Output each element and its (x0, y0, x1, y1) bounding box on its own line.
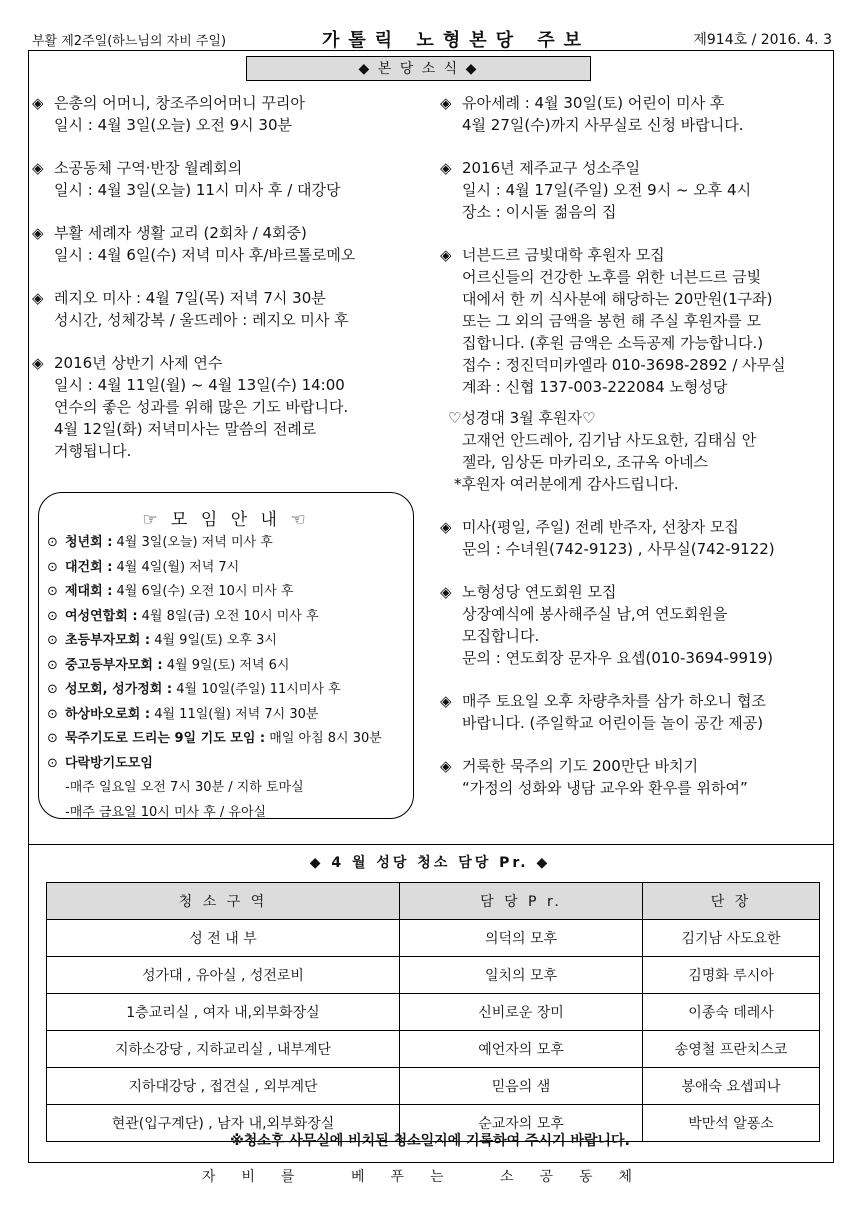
meeting-guide-title: ☞ 모 임 안 내 ☜ (142, 510, 310, 530)
news-item-title-text: 매주 토요일 오후 차량추차를 삼가 하오니 협조 (462, 692, 766, 710)
circle-dot-bullet-icon: ⊙ (47, 731, 58, 746)
news-item-detail: 상장예식에 봉사해주실 남,여 연도회원을 (462, 605, 728, 623)
table-row (47, 1031, 820, 1068)
circle-dot-bullet-icon: ⊙ (47, 633, 58, 648)
left-news-item (32, 287, 436, 331)
meeting-row (47, 752, 409, 777)
diamond-bullet-icon: ◈ (440, 692, 452, 710)
diamond-bullet-icon: ◈ (440, 159, 452, 177)
table-row (47, 1068, 820, 1105)
cleaning-area-cell: 성 전 내 부 (47, 920, 400, 957)
news-item-detail: 일시 : 4월 6일(수) 저녁 미사 후/바르톨로메오 (54, 246, 356, 264)
news-item-title-text: 미사(평일, 주일) 전례 반주자, 선창자 모집 (462, 518, 739, 536)
news-item-detail: 집합니다. (후원 금액은 소득공제 가능합니다.) (462, 334, 764, 352)
sponsor-block (440, 407, 832, 495)
leader-name-cell: 이종숙 데레사 (643, 994, 820, 1031)
news-item-title-text: 2016년 제주교구 성소주일 (462, 159, 641, 177)
section-divider (28, 844, 834, 845)
news-item-detail: 연수의 좋은 성과를 위해 많은 기도 바랍니다. (54, 398, 349, 416)
circle-dot-bullet-icon: ⊙ (47, 584, 58, 599)
pr-name-cell: 의덕의 모후 (400, 920, 643, 957)
pr-name-cell: 신비로운 장미 (400, 994, 643, 1031)
cleaning-area-cell: 지하대강당 , 접견실 , 외부계단 (47, 1068, 400, 1105)
news-item-title-text: 2016년 상반기 사제 연수 (54, 354, 223, 372)
left-news-item (32, 157, 436, 201)
news-item-detail: 대에서 한 끼 식사분에 해당하는 20만원(1구좌) (462, 290, 773, 308)
right-column-news (440, 92, 832, 820)
section-title-parish-news: ◆ 본 당 소 식 ◆ (246, 56, 591, 81)
meeting-row (47, 678, 409, 703)
meeting-detail: 4월 11일(월) 저녁 7시 30분 (150, 706, 319, 722)
news-item-title (32, 222, 436, 244)
news-item-title-text: 은총의 어머니, 창조주의어머니 꾸리아 (54, 94, 305, 112)
news-item-title-text: 너븐드르 금빛대학 후원자 모집 (462, 246, 665, 264)
circle-dot-bullet-icon: ⊙ (47, 559, 58, 575)
meeting-detail: 4월 6일(수) 오전 10시 미사 후 (112, 584, 294, 599)
diamond-bullet-icon: ◈ (440, 583, 452, 601)
sponsor-names: 고재언 안드레아, 김기남 사도요한, 김태심 안 (462, 431, 757, 449)
meeting-row (47, 556, 409, 581)
news-item-title (32, 352, 436, 374)
news-item-detail: 일시 : 4월 3일(오늘) 11시 미사 후 / 대강당 (54, 181, 341, 199)
liturgical-day: 부활 제2주일(하느님의 자비 주일) (32, 34, 227, 49)
pr-name-cell: 예언자의 모후 (400, 1031, 643, 1068)
news-item-title-text: 부활 세례자 생활 교리 (2회차 / 4회중) (54, 224, 307, 242)
news-item-detail: 거행됩니다. (54, 442, 132, 460)
cleaning-area-cell: 현관(입구계단) , 남자 내,외부화장실 (47, 1105, 400, 1142)
news-item-detail: 일시 : 4월 3일(오늘) 오전 9시 30분 (54, 116, 292, 134)
meeting-guide-box (38, 492, 414, 819)
left-news-item (32, 222, 436, 266)
table-row (47, 920, 820, 957)
meeting-group-name: 대건회 : (65, 559, 113, 575)
meeting-detail: 4월 9일(토) 오후 3시 (150, 633, 277, 648)
diamond-bullet-icon: ◈ (32, 159, 44, 177)
diamond-bullet-icon: ◈ (440, 94, 452, 112)
news-item-detail: 계좌 : 신협 137-003-222084 노형성당 (462, 378, 728, 396)
cleaning-note: ※청소후 사무실에 비치된 청소일지에 기록하여 주시기 바랍니다. (230, 1133, 630, 1149)
meeting-sub-detail: -매주 금요일 10시 미사 후 / 유아실 (65, 804, 267, 820)
cleaning-area-cell: 1층교리실 , 여자 내,외부화장실 (47, 994, 400, 1031)
news-item-title (440, 244, 832, 266)
meeting-group-name: 다락방기도모임 (65, 755, 153, 771)
meeting-row (47, 580, 409, 605)
circle-dot-bullet-icon: ⊙ (47, 755, 58, 771)
news-item-title-text: 소공동체 구역·반장 월례회의 (54, 159, 243, 177)
sponsor-thanks: *후원자 여러분에게 감사드립니다. (454, 475, 679, 493)
bulletin-title: 가톨릭 노형본당 주보 (322, 30, 591, 51)
bulletin-header (28, 24, 834, 50)
table-row (47, 994, 820, 1031)
circle-dot-bullet-icon: ⊙ (47, 682, 58, 697)
meeting-detail: 4월 9일(토) 저녁 6시 (162, 657, 290, 673)
news-item-detail: 일시 : 4월 11일(월) ~ 4월 13일(수) 14:00 (54, 376, 345, 394)
pr-name-cell: 믿음의 샘 (400, 1068, 643, 1105)
meeting-detail: 매일 아침 8시 30분 (265, 731, 382, 746)
meeting-group-name: 청년회 : (65, 535, 113, 550)
right-news-item (440, 755, 832, 799)
meeting-detail: 4월 4일(월) 저녁 7시 (112, 559, 240, 575)
sponsor-heading: ♡성경대 3월 후원자♡ (448, 409, 596, 427)
cleaning-schedule-title: ◆ 4 월 성당 청소 담당 Pr. ◆ (309, 855, 551, 871)
leader-name-cell: 봉애숙 요셉피나 (643, 1068, 820, 1105)
right-news-item (440, 157, 832, 223)
news-item-title-text: 노형성당 연도회원 모집 (462, 583, 617, 601)
news-item-detail: 또는 그 외의 금액을 봉헌 해 주실 후원자를 모 (462, 312, 761, 330)
meeting-group-name: 하상바오로회 : (65, 706, 151, 722)
news-item-title-text: 거룩한 묵주의 기도 200만단 바치기 (462, 757, 699, 775)
meeting-group-name: 여성연합회 : (65, 608, 138, 624)
pr-name-cell: 순교자의 모후 (400, 1105, 643, 1142)
pr-name-cell: 일치의 모후 (400, 957, 643, 994)
circle-dot-bullet-icon: ⊙ (47, 608, 58, 624)
leader-name-cell: 김기남 사도요한 (643, 920, 820, 957)
meeting-list (47, 531, 409, 825)
news-item-title (440, 581, 832, 603)
meeting-row (47, 531, 409, 556)
meeting-row (47, 654, 409, 679)
left-column-news (32, 92, 436, 483)
column-header-area: 청 소 구 역 (47, 883, 400, 920)
issue-number-date: 제914호 / 2016. 4. 3 (693, 32, 832, 48)
cleaning-area-cell: 지하소강당 , 지하교리실 , 내부계단 (47, 1031, 400, 1068)
meeting-detail: 4월 10일(주일) 11시미사 후 (172, 682, 341, 697)
news-item-title (32, 92, 436, 114)
column-header-pr: 담 당 P r. (400, 883, 643, 920)
meeting-row (47, 727, 409, 752)
circle-dot-bullet-icon: ⊙ (47, 657, 58, 673)
diamond-bullet-icon: ◈ (440, 518, 452, 536)
news-item-detail: 바랍니다. (주일학교 어린이들 놀이 공간 제공) (462, 714, 764, 732)
cleaning-schedule-table (46, 882, 820, 1142)
news-item-title (440, 516, 832, 538)
news-item-title (440, 690, 832, 712)
news-item-detail: “가정의 성화와 냉담 교우와 환우를 위하여” (462, 779, 748, 797)
circle-dot-bullet-icon: ⊙ (47, 706, 58, 722)
left-news-item (32, 92, 436, 136)
diamond-bullet-icon: ◈ (32, 224, 44, 242)
diamond-bullet-icon: ◈ (440, 246, 452, 264)
meeting-row (47, 605, 409, 630)
news-item-detail: 어르신들의 건강한 노후를 위한 너븐드르 금빛 (462, 268, 762, 286)
meeting-detail: 4월 3일(오늘) 저녁 미사 후 (112, 535, 273, 550)
meeting-group-name: 초등부자모회 : (65, 633, 151, 648)
news-item-detail: 문의 : 수녀원(742-9123) , 사무실(742-9122) (462, 540, 775, 558)
sponsor-names: 젤라, 임상돈 마카리오, 조규옥 아네스 (462, 453, 708, 471)
meeting-detail: 4월 8일(금) 오전 10시 미사 후 (137, 608, 319, 624)
diamond-bullet-icon: ◈ (32, 289, 44, 307)
news-item-title (440, 92, 832, 114)
news-item-title (440, 755, 832, 777)
circle-dot-bullet-icon: ⊙ (47, 535, 58, 550)
news-item-title (440, 157, 832, 179)
table-row (47, 957, 820, 994)
right-news-item (440, 581, 832, 669)
news-item-title-text: 레지오 미사 : 4월 7일(목) 저녁 7시 30분 (54, 289, 326, 307)
column-header-leader: 단 장 (643, 883, 820, 920)
news-item-detail: 4월 12일(화) 저녁미사는 말씀의 전례로 (54, 420, 317, 438)
right-news-item (440, 690, 832, 734)
meeting-group-name: 성모회, 성가정회 : (65, 682, 173, 697)
cleaning-area-cell: 성가대 , 유아실 , 성전로비 (47, 957, 400, 994)
meeting-group-name: 묵주기도로 드리는 9일 기도 모임 : (65, 731, 266, 746)
leader-name-cell: 박만석 알퐁소 (643, 1105, 820, 1142)
news-item-detail: 문의 : 연도회장 문자우 요셉(010-3694-9919) (462, 649, 774, 667)
diamond-bullet-icon: ◈ (32, 354, 44, 372)
diamond-bullet-icon: ◈ (32, 94, 44, 112)
news-item-detail: 일시 : 4월 17일(주일) 오전 9시 ~ 오후 4시 (462, 181, 752, 199)
meeting-group-name: 중고등부자모회 : (65, 657, 163, 673)
meeting-group-name: 제대회 : (65, 584, 113, 599)
right-news-item (440, 92, 832, 136)
news-item-detail: 접수 : 정진덕미카엘라 010-3698-2892 / 사무실 (462, 356, 786, 374)
right-news-item (440, 244, 832, 398)
news-item-title (32, 157, 436, 179)
news-item-detail: 4월 27일(수)까지 사무실로 신청 바랍니다. (462, 116, 744, 134)
news-item-detail: 성시간, 성체강복 / 울뜨레아 : 레지오 미사 후 (54, 311, 349, 329)
parish-motto: 자비를 베푸는 소공동체 (201, 1169, 659, 1185)
news-item-detail: 장소 : 이시돌 젊음의 집 (462, 203, 617, 221)
news-item-title (32, 287, 436, 309)
table-header-row (47, 883, 820, 920)
news-item-detail: 모집합니다. (462, 627, 540, 645)
leader-name-cell: 김명화 루시아 (643, 957, 820, 994)
meeting-sub-detail: -매주 일요일 오전 7시 30분 / 지하 토마실 (65, 780, 304, 795)
leader-name-cell: 송영철 프란치스코 (643, 1031, 820, 1068)
meeting-row (47, 703, 409, 728)
meeting-row (47, 629, 409, 654)
left-news-item (32, 352, 436, 462)
diamond-bullet-icon: ◈ (440, 757, 452, 775)
right-news-item (440, 516, 832, 560)
news-item-title-text: 유아세례 : 4월 30일(토) 어린이 미사 후 (462, 94, 725, 112)
